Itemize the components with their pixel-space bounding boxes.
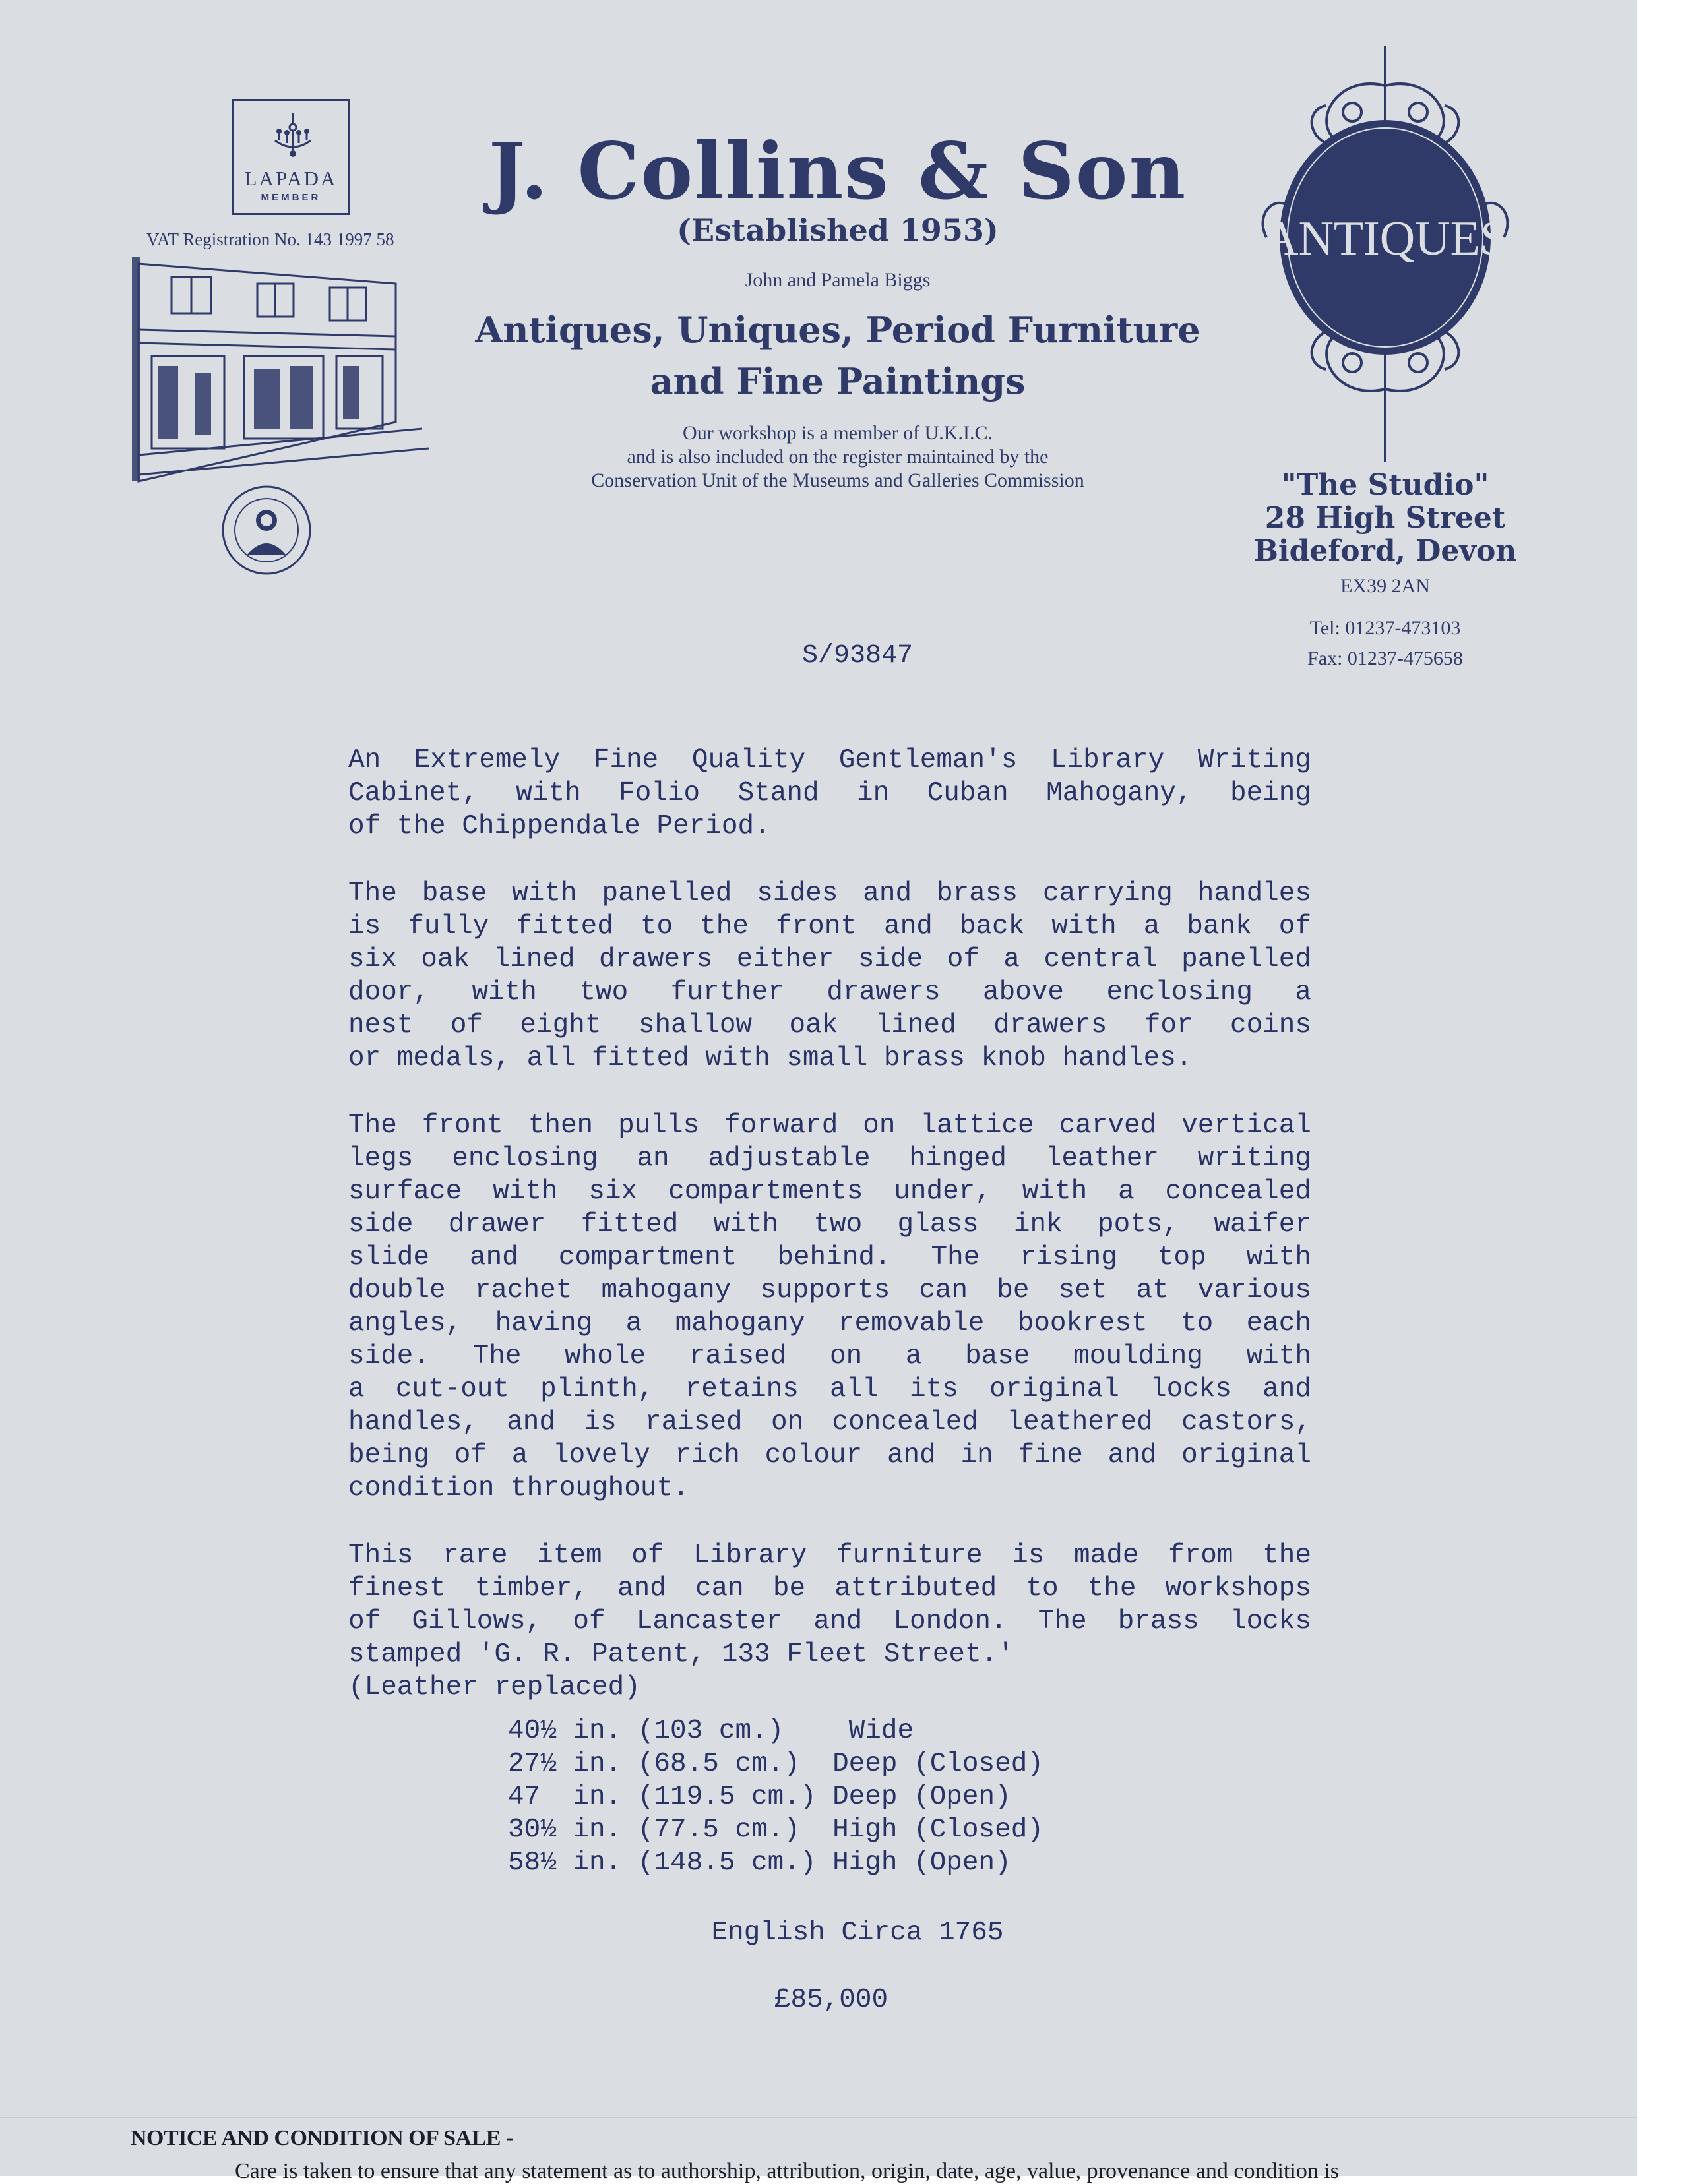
dimension-row: 40½ in. (103 cm.) Wide bbox=[508, 1716, 914, 1746]
notice-heading: NOTICE AND CONDITION OF SALE - bbox=[131, 2126, 513, 2150]
para3-line: angles, having a mahogany removable bookrest to each bbox=[348, 1308, 1311, 1339]
address-town: Bideford, Devon bbox=[1253, 534, 1517, 568]
para3-line: handles, and is raised on concealed leathered castors, bbox=[348, 1407, 1311, 1438]
para1-line: An Extremely Fine Quality Gentleman's Library Writing bbox=[348, 745, 1311, 775]
antiques-emblem bbox=[1253, 46, 1517, 468]
established-line: (Established 1953) bbox=[677, 212, 999, 248]
para1-line: of the Chippendale Period. bbox=[348, 811, 770, 841]
price: £85,000 bbox=[774, 1985, 888, 2015]
telephone: Tel: 01237-473103 bbox=[1309, 617, 1461, 639]
para3-line: a cut-out plinth, retains all its original locks and bbox=[348, 1374, 1311, 1405]
para4-line: finest timber, and can be attributed to the workshops bbox=[348, 1573, 1311, 1604]
address-name: "The Studio" bbox=[1281, 468, 1489, 502]
specialty-line-2: and Fine Paintings bbox=[650, 360, 1026, 402]
para3-line: legs enclosing an adjustable hinged leather writing bbox=[348, 1143, 1311, 1174]
lapada-member-label: MEMBER bbox=[261, 192, 321, 203]
para3-line: condition throughout. bbox=[348, 1473, 689, 1503]
dimension-row: 30½ in. (77.5 cm.) High (Closed) bbox=[508, 1815, 1043, 1845]
para2-line: nest of eight shallow oak lined drawers for coins bbox=[348, 1010, 1311, 1041]
origin-date: English Circa 1765 bbox=[711, 1918, 1004, 1948]
owners: John and Pamela Biggs bbox=[745, 269, 931, 291]
lapada-logo bbox=[232, 99, 350, 215]
stock-reference: S/93847 bbox=[801, 641, 914, 671]
company-name: J. Collins & Son bbox=[488, 125, 1187, 217]
dimension-row: 27½ in. (68.5 cm.) Deep (Closed) bbox=[508, 1749, 1043, 1779]
dimension-row: 47 in. (119.5 cm.) Deep (Open) bbox=[508, 1782, 1011, 1812]
bada-seal bbox=[220, 484, 313, 576]
para3-line: surface with six compartments under, with a concealed bbox=[348, 1176, 1311, 1207]
scan-margin bbox=[1637, 0, 1682, 2176]
lapada-name: LAPADA bbox=[244, 167, 338, 190]
footer-divider bbox=[0, 2117, 1637, 2118]
workshop-line-2: and is also included on the register maintained by the bbox=[627, 446, 1049, 468]
address-street: 28 High Street bbox=[1264, 501, 1506, 535]
para3-line: side. The whole raised on a base moulding with bbox=[348, 1341, 1311, 1372]
shopfront-illustration bbox=[132, 257, 435, 488]
workshop-line-3: Conservation Unit of the Museums and Galleries Commission bbox=[591, 470, 1084, 491]
workshop-line-1: Our workshop is a member of U.K.I.C. bbox=[683, 422, 993, 444]
para4-line: stamped 'G. R. Patent, 133 Fleet Street.' bbox=[348, 1639, 1014, 1670]
fax: Fax: 01237-475658 bbox=[1307, 648, 1463, 669]
chandelier-icon bbox=[270, 110, 316, 163]
emblem-text: ANTIQUES bbox=[1263, 212, 1507, 266]
postcode: EX39 2AN bbox=[1340, 575, 1430, 597]
para3-line: slide and compartment behind. The rising top with bbox=[348, 1242, 1311, 1273]
para3-line: being of a lovely rich colour and in fine and original bbox=[348, 1440, 1311, 1471]
para2-line: is fully fitted to the front and back with a bank of bbox=[348, 911, 1311, 942]
notice-text: Care is taken to ensure that any statement as to authorship, attribution, origin, date, age, value, provenance and condition is bbox=[235, 2159, 1340, 2183]
para4-line: This rare item of Library furniture is made from the bbox=[348, 1540, 1311, 1571]
para4-line: (Leather replaced) bbox=[348, 1672, 640, 1703]
para4-line: of Gillows, of Lancaster and London. The brass locks bbox=[348, 1606, 1311, 1637]
para2-line: door, with two further drawers above enclosing a bbox=[348, 977, 1311, 1008]
para2-line: six oak lined drawers either side of a central panelled bbox=[348, 944, 1311, 975]
para3-line: side drawer fitted with two glass ink pots, waifer bbox=[348, 1209, 1311, 1240]
para1-line: Cabinet, with Folio Stand in Cuban Mahogany, being bbox=[348, 778, 1311, 808]
specialty-line-1: Antiques, Uniques, Period Furniture bbox=[475, 309, 1200, 351]
dimension-row: 58½ in. (148.5 cm.) High (Open) bbox=[508, 1848, 1011, 1878]
para3-line: The front then pulls forward on lattice carved vertical bbox=[348, 1110, 1311, 1141]
para3-line: double rachet mahogany supports can be set at various bbox=[348, 1275, 1311, 1306]
para2-line: or medals, all fitted with small brass knob handles. bbox=[348, 1043, 1193, 1074]
para2-line: The base with panelled sides and brass carrying handles bbox=[348, 878, 1311, 909]
vat-registration: VAT Registration No. 143 1997 58 bbox=[146, 229, 394, 249]
